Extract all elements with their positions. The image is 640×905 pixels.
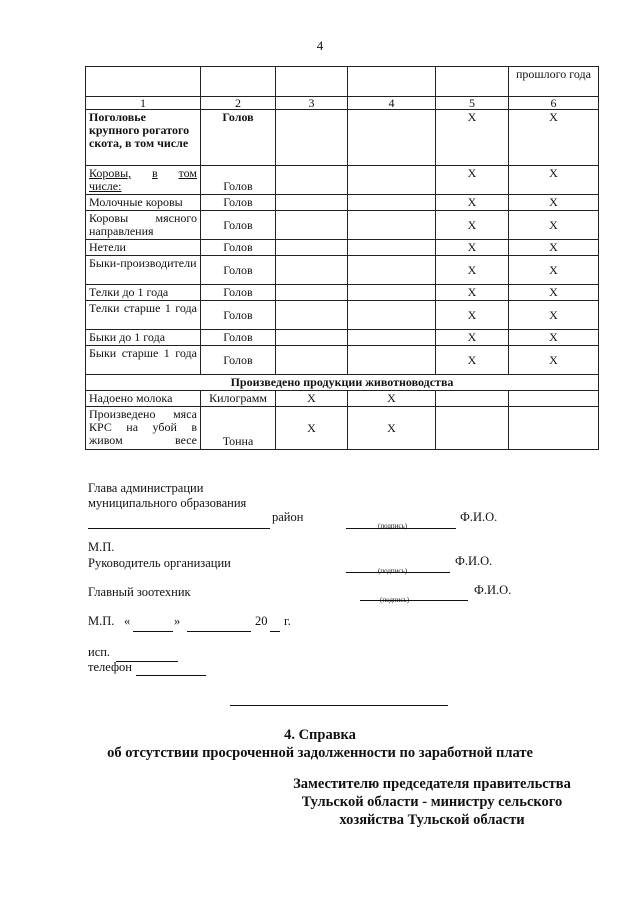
row-unit: Тонна	[201, 407, 276, 450]
cell-x: Х	[436, 110, 509, 166]
col-number: 6	[509, 97, 599, 110]
cell-x: Х	[436, 240, 509, 256]
cell-x: Х	[436, 256, 509, 285]
addressee-line2: Тульской области - министру сельского	[301, 794, 563, 810]
cell-x: Х	[436, 195, 509, 211]
table-row	[86, 195, 599, 211]
cell-x: Х	[436, 330, 509, 346]
row-label: Коровы мясного направления	[86, 211, 201, 240]
table-row	[86, 391, 599, 407]
chief-zoo-label: Главный зоотехник	[88, 585, 191, 599]
date-year-line	[270, 614, 280, 632]
col-number: 1	[86, 97, 201, 110]
table-row	[86, 330, 599, 346]
executor-label: исп.	[88, 645, 111, 659]
cell-x: Х	[509, 301, 599, 330]
cell-x: Х	[509, 240, 599, 256]
row-unit: Голов	[201, 240, 276, 256]
col-number: 3	[276, 97, 348, 110]
cell-x: Х	[276, 391, 348, 407]
cell-x: Х	[509, 195, 599, 211]
cell-x: Х	[436, 301, 509, 330]
district-label: район	[272, 510, 304, 524]
date-close-quote: »	[174, 614, 181, 628]
column-number-row	[86, 97, 599, 110]
cell-x: Х	[276, 407, 348, 450]
mp-label: М.П.	[88, 540, 115, 554]
row-label: Надоено молока	[86, 391, 201, 407]
table-row	[86, 240, 599, 256]
phone-line	[136, 658, 206, 676]
row-label: Телки старше 1 года	[86, 301, 201, 330]
cell-x: Х	[509, 256, 599, 285]
cell-x: Х	[436, 166, 509, 195]
row-unit: Голов	[201, 346, 276, 375]
date-day-line	[133, 614, 173, 632]
head-admin-label: Глава администрации	[88, 481, 204, 495]
row-label: Коровы, в том числе:	[86, 166, 201, 195]
col-number: 2	[201, 97, 276, 110]
row-label: Телки до 1 года	[86, 285, 201, 301]
section4-title: 4. Справка	[284, 727, 356, 743]
row-label: Произведено мяса КРС на убой в живом весе	[86, 407, 201, 450]
cell-x: Х	[436, 346, 509, 375]
row-unit: Голов	[201, 301, 276, 330]
signature-caption: (подпись)	[378, 522, 408, 530]
section-row	[86, 375, 599, 391]
table-header-row	[86, 67, 599, 97]
date-open-quote: «	[124, 614, 131, 628]
row-label: Быки старше 1 года	[86, 346, 201, 375]
cell-x: Х	[509, 285, 599, 301]
table-row	[86, 285, 599, 301]
date-mp-label: М.П.	[88, 614, 115, 628]
cell-x: Х	[509, 346, 599, 375]
row-unit: Голов	[201, 285, 276, 301]
table-row	[86, 346, 599, 375]
separator-line	[230, 705, 448, 706]
row-label: Поголовье крупного рогатого скота, в том числе	[86, 110, 201, 166]
date-month-line	[187, 614, 251, 632]
cell-x: Х	[509, 166, 599, 195]
table-row	[86, 110, 599, 166]
section-title: Произведено продукции животноводства	[86, 375, 599, 391]
municipal-label: муниципального образования	[88, 496, 247, 510]
date-year-label: 20	[255, 614, 268, 628]
row-unit: Голов	[201, 195, 276, 211]
row-label: Нетели	[86, 240, 201, 256]
row-unit: Голов	[201, 256, 276, 285]
livestock-table	[85, 66, 599, 450]
section4-subtitle: об отсутствии просроченной задолженности по заработной плате	[107, 745, 533, 761]
addressee-line3: хозяйства Тульской области	[339, 812, 525, 828]
row-unit: Килограмм	[201, 391, 276, 407]
cell-x: Х	[348, 407, 436, 450]
table-row	[86, 407, 599, 450]
cell-x: Х	[436, 285, 509, 301]
table-row	[86, 166, 599, 195]
cell-x: Х	[509, 330, 599, 346]
row-unit: Голов	[201, 166, 276, 195]
row-label: Молочные коровы	[86, 195, 201, 211]
fio-label: Ф.И.О.	[474, 583, 512, 597]
page-number: 4	[316, 38, 324, 53]
signature-line	[360, 583, 468, 601]
addressee-line1: Заместителю председателя правительства	[293, 776, 571, 792]
cell-x: Х	[436, 211, 509, 240]
row-unit: Голов	[201, 110, 276, 166]
table-row	[86, 256, 599, 285]
table-row	[86, 301, 599, 330]
col-number: 4	[348, 97, 436, 110]
signature-caption: (подпись)	[380, 596, 410, 604]
fio-label: Ф.И.О.	[460, 510, 498, 524]
cell-x: Х	[348, 391, 436, 407]
row-label: Быки до 1 года	[86, 330, 201, 346]
org-head-label: Руководитель организации	[88, 556, 231, 570]
date-suffix: г.	[284, 614, 291, 628]
signature-caption: (подпись)	[378, 567, 408, 575]
fio-label: Ф.И.О.	[455, 554, 493, 568]
cell-x: Х	[509, 211, 599, 240]
table-row	[86, 211, 599, 240]
cell-x: Х	[509, 110, 599, 166]
header-cell-last-year: прошлого года	[509, 67, 599, 97]
row-unit: Голов	[201, 211, 276, 240]
row-unit: Голов	[201, 330, 276, 346]
district-line	[88, 511, 270, 529]
col-number: 5	[436, 97, 509, 110]
phone-label: телефон	[88, 660, 132, 674]
row-label: Быки-производители	[86, 256, 201, 285]
